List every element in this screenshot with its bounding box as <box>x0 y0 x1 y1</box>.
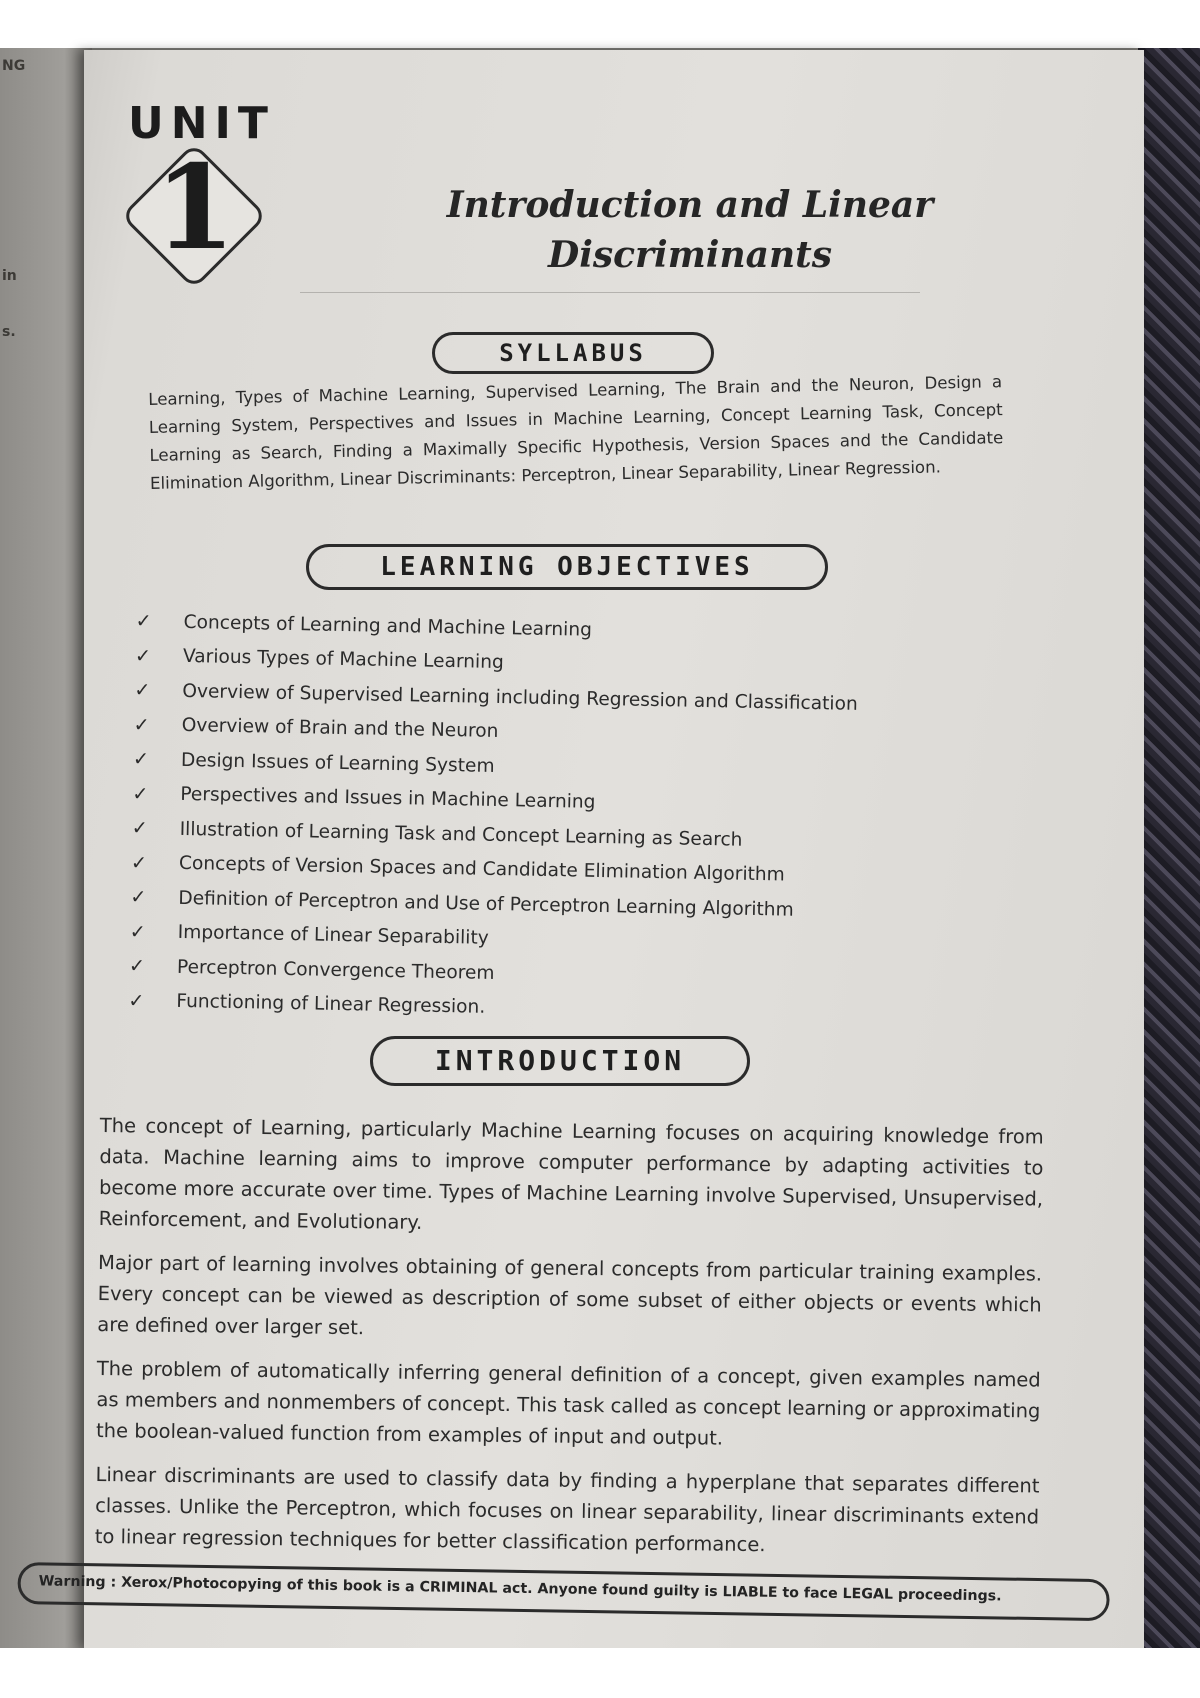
checkmark-icon: ✓ <box>130 886 147 909</box>
introduction-heading: INTRODUCTION <box>370 1036 750 1086</box>
title-divider <box>300 292 920 293</box>
checkmark-icon: ✓ <box>132 748 150 771</box>
objective-text: Overview of Brain and the Neuron <box>181 715 499 743</box>
chapter-title-line1: Introduction and Linear <box>446 184 934 226</box>
objective-text: Design Issues of Learning System <box>180 749 495 777</box>
checkmark-icon: ✓ <box>134 644 152 668</box>
left-page-fragment: in <box>2 268 17 284</box>
objective-text: Concepts of Learning and Machine Learning <box>183 611 593 641</box>
introduction-body <box>94 1110 1043 1576</box>
copyright-warning: Warning : Xerox/Photocopying of this book is a CRIMINAL act. Anyone found guilty is LIABLE to face LEGAL proceedings. <box>17 1562 1110 1621</box>
syllabus-text: Learning, Types of Machine Learning, Supervised Learning, The Brain and the Neuron, Design a Learning System, Perspectives and Issues in Machine Learning, Concept Learning Task, Concept Learning as Search, Finding a Maximally Specific Hypothesis, Version Spaces and the Candidate Elimination Algorithm, Linear Discriminants: Perceptron, Linear Separability, Linear Regression. <box>148 372 1004 493</box>
fabric-background <box>1138 48 1200 1648</box>
checkmark-icon: ✓ <box>132 782 149 806</box>
checkmark-icon: ✓ <box>128 955 146 978</box>
syllabus-heading: SYLLABUS <box>432 332 714 374</box>
objective-text: Definition of Perceptron and Use of Perceptron Learning Algorithm <box>178 887 794 921</box>
checkmark-icon: ✓ <box>128 989 145 1012</box>
objective-text: Functioning of Linear Regression. <box>176 991 486 1019</box>
left-page-fragment: NG <box>2 58 26 74</box>
checkmark-icon: ✓ <box>135 610 152 633</box>
unit-number: 1 <box>154 140 236 276</box>
objective-text: Concepts of Version Spaces and Candidate Elimination Algorithm <box>178 853 785 886</box>
chapter-title <box>420 180 960 280</box>
bottom-margin <box>0 1648 1200 1698</box>
checkmark-icon: ✓ <box>130 851 148 875</box>
chapter-title-line2: Discriminants <box>547 234 833 276</box>
objective-text: Perspectives and Issues in Machine Learning <box>180 784 596 814</box>
adjacent-page-edge <box>0 48 92 1648</box>
checkmark-icon: ✓ <box>134 679 151 702</box>
left-page-fragment: s. <box>2 324 16 340</box>
objective-text: Perceptron Convergence Theorem <box>176 956 495 984</box>
checkmark-icon: ✓ <box>129 920 146 943</box>
objectives-heading: LEARNING OBJECTIVES <box>306 544 828 590</box>
objective-text: Illustration of Learning Task and Concept Learning as Search <box>179 818 743 851</box>
unit-label: UNIT <box>128 98 275 149</box>
objective-text: Overview of Supervised Learning including Regression and Classification <box>182 680 858 715</box>
introduction-paragraph: The concept of Learning, particularly Machine Learning focuses on acquiring knowledge from data. Machine learning aims to improve computer performance by adapting activities to become more accurate over time. Types of Machine Learning involve Supervised, Unsupervised, Reinforcement, and Evolutionary. <box>98 1113 1044 1234</box>
introduction-paragraph: Linear discriminants are used to classify data by finding a hyperplane that separates different classes. Unlike the Perceptron, which focuses on linear separability, linear discriminants extend to linear regression techniques for better classification performance. <box>94 1462 1040 1557</box>
objective-text: Importance of Linear Separability <box>177 922 489 950</box>
checkmark-icon: ✓ <box>133 713 150 737</box>
objective-text: Various Types of Machine Learning <box>182 646 504 674</box>
introduction-paragraph: Major part of learning involves obtaining of general concepts from particular training examples. Every concept can be viewed as description of some subset of either objects or events which are defined over larger set. <box>97 1250 1043 1340</box>
introduction-paragraph: The problem of automatically inferring general definition of a concept, given examples named as members and nonmembers of concept. This task called as concept learning or approximating the boolean-valued function from examples of input and output. <box>95 1356 1041 1450</box>
objectives-list <box>128 604 916 1033</box>
checkmark-icon: ✓ <box>131 817 148 840</box>
